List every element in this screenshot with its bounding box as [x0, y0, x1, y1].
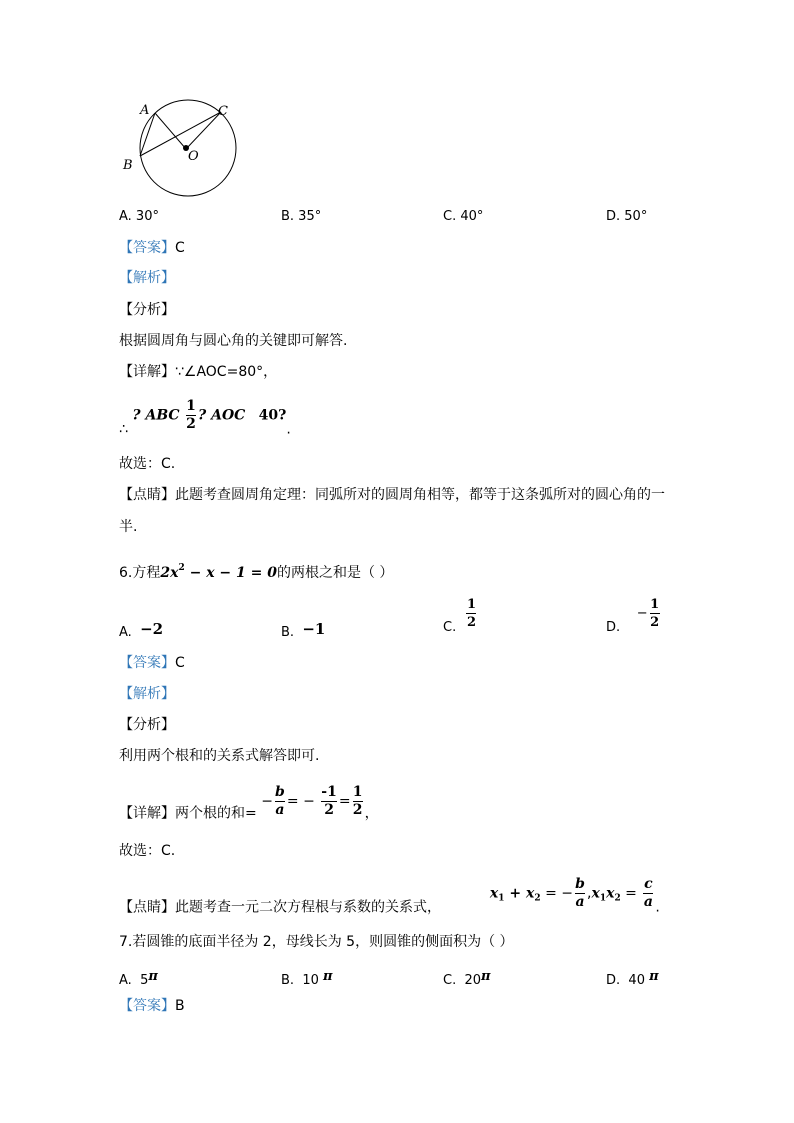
- q6-choose: 故选：C.: [119, 843, 176, 859]
- fraction: $\frac{1}{2}$: [466, 597, 476, 630]
- q5-choose: 故选：C.: [119, 456, 176, 472]
- fraction-b-a: $\frac{b}{a}$: [575, 876, 585, 910]
- stem-sup: 2: [178, 563, 185, 573]
- q6-fenxi: 利用两个根和的关系式解答即可.: [119, 748, 320, 764]
- q6-option-d: [606, 596, 662, 637]
- q6-fenxi-tag: 【分析】: [119, 717, 175, 733]
- label-b: B: [123, 158, 133, 173]
- option-label: B.: [281, 625, 295, 640]
- stem-eq2: − x − 1 = 0: [184, 565, 277, 581]
- option-label: D.: [606, 620, 621, 635]
- eq-left: ? ABC: [132, 407, 180, 424]
- option-label: A.: [119, 625, 132, 640]
- q5-dianjing: [119, 486, 665, 504]
- detail-tag: 【详解】: [119, 364, 175, 380]
- stem-eq: 2x: [160, 565, 179, 581]
- q5-equation: [119, 398, 291, 440]
- answer-tag: 【答案】: [119, 998, 175, 1014]
- minus-sign: −: [636, 606, 648, 621]
- q5-option-b: B. 35°: [281, 209, 322, 224]
- fraction-c-a: $\frac{c}{a}$: [643, 876, 653, 910]
- dianjing-tag: 【点睛】: [119, 899, 175, 916]
- detail-tag: 【详解】: [119, 805, 175, 822]
- eq-end: .: [286, 421, 291, 438]
- fraction-neg1-2: $\frac{-1}{2}$: [321, 784, 337, 818]
- dianjing-text: 此题考查圆周角定理：同弧所对的圆周角相等，都等于这条弧所对的圆心角的一: [175, 487, 665, 503]
- q5-fenxi: 根据圆周角与圆心角的关键即可解答.: [119, 333, 348, 349]
- pi-symbol: π: [481, 969, 491, 984]
- pi-symbol: π: [649, 969, 659, 984]
- stem-pre: 6.方程: [119, 565, 161, 581]
- pi-symbol: π: [323, 969, 333, 984]
- x1: x: [489, 885, 499, 902]
- segment-ao: [155, 113, 186, 149]
- q6-answer: [119, 654, 185, 672]
- label-c: C: [218, 104, 228, 119]
- q7-option-a: A. 5π: [119, 969, 158, 988]
- q6-option-c: [443, 596, 478, 637]
- q5-analysis-tag: 【解析】: [119, 270, 175, 286]
- q6-option-a: [119, 620, 163, 642]
- eq-mid: ? AOC: [198, 407, 246, 424]
- q5-option-a: A. 30°: [119, 209, 159, 224]
- circle-figure: [115, 95, 245, 200]
- q6-stem: [119, 559, 393, 582]
- eq-right: 40?: [258, 407, 287, 424]
- option-value: −1: [302, 620, 326, 638]
- equals: =: [338, 793, 351, 810]
- fraction-b-a: $\frac{b}{a}$: [275, 784, 285, 818]
- q5-dianjing-cont: 半.: [119, 519, 138, 535]
- q7-option-b: B. 10 π: [281, 969, 333, 988]
- equals: = −: [286, 793, 315, 810]
- q7-option-c: C. 20π: [443, 969, 491, 988]
- q5-option-d: D. 50°: [606, 209, 648, 224]
- detail-text: 两个根的和=: [175, 805, 257, 822]
- segment-bc: [140, 112, 221, 156]
- numerator: 1: [186, 398, 196, 414]
- stem-post: 的两根之和是（ ）: [276, 565, 394, 581]
- plus: +: [504, 885, 527, 902]
- detail-text: ∵∠AOC=80°，: [175, 364, 278, 380]
- answer-value: C: [175, 655, 185, 671]
- q7-stem: 7.若圆锥的底面半径为 2，母线长为 5，则圆锥的侧面积为（ ）: [119, 934, 514, 950]
- fraction: $\frac{1}{2}$: [650, 597, 660, 630]
- q6-detail: [119, 784, 379, 824]
- answer-tag: 【答案】: [119, 240, 175, 256]
- equals: = −: [540, 885, 574, 902]
- option-label: C.: [443, 620, 457, 635]
- segment-co: [186, 112, 221, 149]
- answer-tag: 【答案】: [119, 655, 175, 671]
- label-a: A: [140, 103, 150, 118]
- pi-symbol: π: [148, 969, 158, 984]
- q7-option-d: D. 40 π: [606, 969, 659, 988]
- dianjing-text: 此题考查一元二次方程根与系数的关系式，: [175, 899, 441, 916]
- dianjing-tag: 【点睛】: [119, 487, 175, 503]
- q7-answer: [119, 997, 185, 1015]
- fraction-1-2: $\frac{1}{2}$: [352, 784, 363, 818]
- denominator: 2: [186, 416, 196, 432]
- fraction-half: [186, 398, 196, 433]
- label-o: O: [188, 149, 199, 164]
- q5-detail: [119, 363, 277, 381]
- minus: −: [261, 793, 273, 810]
- q5-option-c: C. 40°: [443, 209, 484, 224]
- x2: x: [526, 885, 535, 902]
- comma: ，: [364, 805, 379, 822]
- option-value: −2: [140, 620, 164, 638]
- q6-option-b: [281, 620, 325, 642]
- q6-dianjing: 【点睛】此题考查一元二次方程根与系数的关系式， $x_1 + x_2$ = − $\frac{b}{a}$ $,x_1x_2$ = $\frac{c}{a}$ .: [119, 876, 660, 916]
- q5-answer: [119, 239, 185, 257]
- q6-analysis-tag: 【解析】: [119, 686, 175, 702]
- answer-value: B: [175, 998, 185, 1014]
- answer-value: C: [175, 240, 185, 256]
- q5-fenxi-tag: 【分析】: [119, 302, 175, 318]
- therefore-symbol: ∴: [119, 421, 128, 438]
